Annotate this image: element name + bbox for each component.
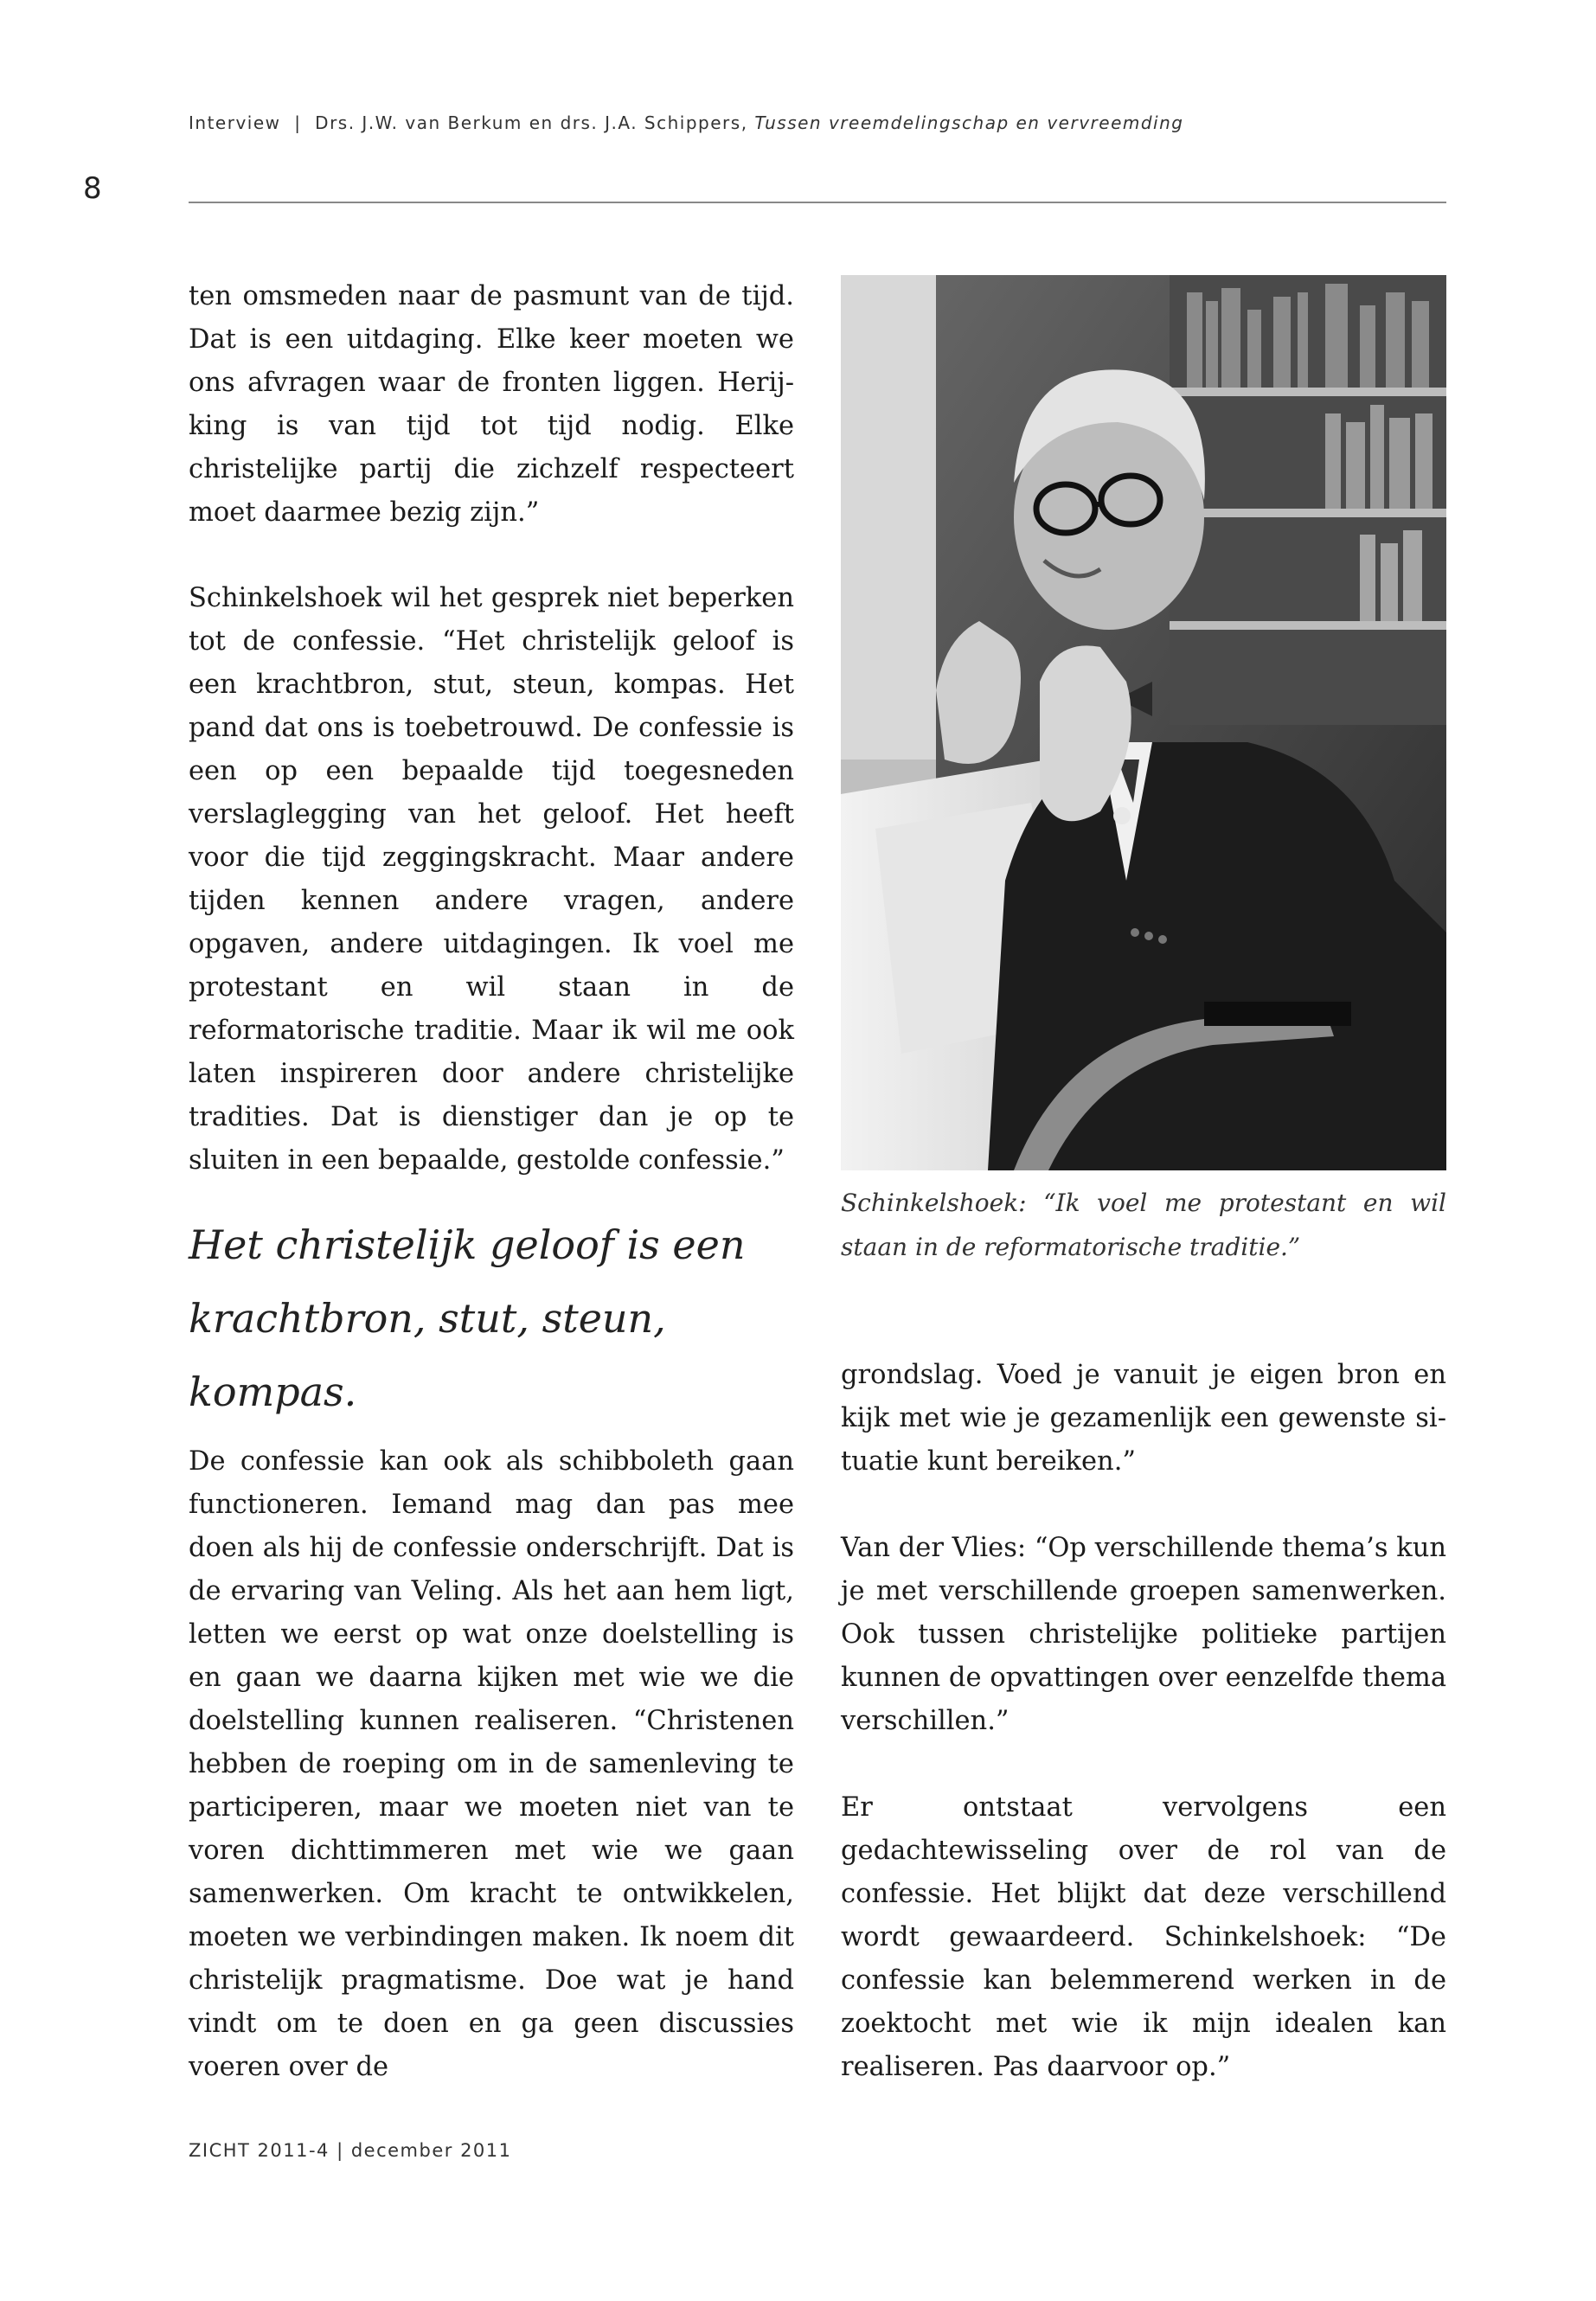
paragraph-text: grondslag. Voed je vanuit je eigen bron en kijk met wie je gezamenlijk een gewenste situatie kunt bereiken.” (841, 1360, 1446, 1477)
photo-schinkelshoek (841, 275, 1446, 1170)
body-paragraph-1 (189, 275, 794, 535)
photo-caption: Schinkelshoek: “Ik voel me protestant en wil staan in de reformatorische traditie.” (841, 1189, 1446, 1261)
photo-illustration (841, 275, 1446, 1170)
pull-quote (189, 1208, 811, 1429)
header-separator: | (287, 112, 309, 133)
body-paragraph-5 (841, 1527, 1446, 1743)
body-paragraph-3 (189, 1440, 794, 2089)
body-paragraph-4 (841, 1354, 1446, 1484)
page-number: 8 (83, 171, 102, 206)
paragraph-text: De confessie kan ook als schibboleth gaan functioneren. Iemand mag dan pas mee doen als hij de confessie onderschrijft. Dat is de ervaring van Veling. Als het aan hem ligt, letten we eerst op wat onze doelstelling is en gaan we daarna kijken met wie we die doelstelling kunnen realiseren. “Christenen hebben de roeping om in de samenleving te participeren, maar we moeten niet van te voren dichttimmeren met wie we gaan samenwerken. Om kracht te ontwikkelen, moeten we verbindingen maken. Ik noem dit christelijk pragmatisme. Doe wat je hand vindt om te doen en ga geen discussies voeren over de (189, 1446, 794, 2082)
pull-quote-line-2: krachtbron, stut, steun, kompas. (189, 1295, 666, 1415)
body-paragraph-2 (189, 577, 794, 1183)
header-authors: Drs. J.W. van Berkum en drs. J.A. Schippers, (315, 112, 748, 133)
running-header (189, 112, 1452, 133)
body-paragraph-6 (841, 1786, 1446, 2089)
pull-quote-line-1: Het christelijk geloof is een (189, 1221, 746, 1268)
paragraph-text: ten omsmeden naar de pasmunt van de tijd. Dat is een uitdaging. Elke keer moeten we ons afvragen waar de fronten liggen. Herijking is van tijd tot tijd nodig. Elke christelijke partij die zichzelf respecteert moet daarmee bezig zijn.” (189, 281, 794, 528)
paragraph-text: Er ontstaat vervolgens een gedachtewisseling over de rol van de confessie. Het blijkt dat deze verschillend wordt gewaardeerd. Schinkelshoek: “De confessie kan belemmerend werken in de zoektocht met wie ik mijn idealen kan realiseren. Pas daarvoor op.” (841, 1792, 1446, 2082)
header-article-title: Tussen vreemdelingschap en vervreemding (754, 112, 1184, 133)
page-footer: ZICHT 2011-4 | december 2011 (189, 2140, 512, 2161)
header-divider (189, 202, 1446, 203)
header-section: Interview (189, 112, 281, 133)
paragraph-text: Schinkelshoek wil het gesprek niet beperken tot de confessie. “Het christelijk geloof is een krachtbron, stut, steun, kompas. Het pand dat ons is toebetrouwd. De confessie is een op een bepaalde tijd toegesneden verslaglegging van het geloof. Het heeft voor die tijd zeggingskracht. Maar andere tijden kennen andere vragen, andere opgaven, andere uitdagingen. Ik voel me protestant en wil staan in de reformatorische traditie. Maar ik wil me ook laten inspireren door andere christelijke tradities. Dat is dienstiger dan je op te sluiten in een bepaalde, gestolde confessie.” (189, 583, 794, 1176)
paragraph-text: Van der Vlies: “Op verschillende thema’s kun je met verschillende groepen samenwerken. Ook tussen christelijke politieke partijen kunnen de opvattingen over eenzelfde thema verschillen.” (841, 1533, 1446, 1736)
